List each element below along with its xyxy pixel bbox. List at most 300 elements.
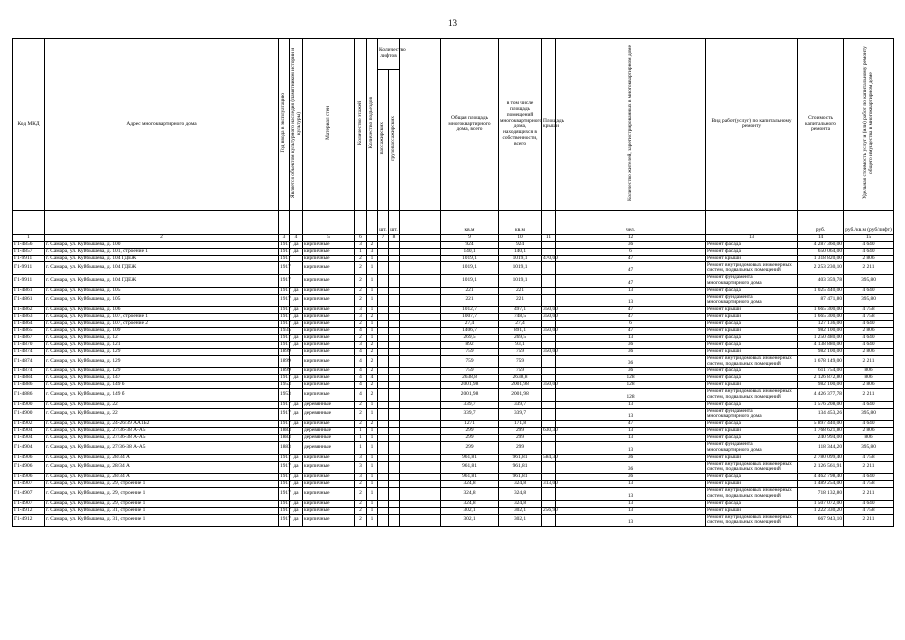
table-row	[13, 287, 894, 294]
cell-year: 1917	[280, 473, 291, 480]
cell-heritage: да	[290, 287, 303, 294]
cell-floors: 4	[355, 327, 367, 334]
table-row	[13, 375, 894, 382]
cell-unit: 2 211	[844, 461, 894, 474]
cell-walls: кирпичные	[303, 474, 355, 481]
cell-work: Ремонт фасада	[706, 368, 798, 375]
cell-area: 961,81	[441, 474, 499, 481]
cell-walls: кирпичные	[303, 375, 355, 382]
cell-lp	[389, 507, 400, 514]
cell-work: Ремонт фасада	[706, 375, 798, 382]
cell-work: Ремонт фасада	[706, 334, 798, 341]
cell-code: Г1-4904	[13, 442, 45, 455]
cell-floors: 2	[355, 262, 367, 275]
cell-cost: 87 471,80	[798, 294, 844, 307]
cell-roof	[542, 275, 556, 288]
cell-cost: 982 100,00	[798, 382, 844, 389]
cell-heritage: да	[290, 507, 303, 514]
cell-prem: 93,1	[499, 341, 542, 348]
cell-roof	[542, 248, 556, 255]
cell-address: г. Самара, ул. Куйбышева, д. 106	[45, 307, 279, 314]
cell-prem: 324,8	[499, 500, 542, 507]
cell-lf	[400, 408, 441, 421]
cell-unit: 2 211	[844, 355, 894, 368]
cell-year: 1917	[280, 247, 291, 254]
cell-walls: кирпичные	[303, 421, 355, 428]
cell-prem: 748,5	[499, 314, 542, 321]
cell-prem: 891,1	[499, 327, 542, 334]
cell-entr: 2	[367, 341, 378, 348]
cell-lp	[389, 454, 400, 461]
cell-unit: 4 640	[844, 421, 894, 428]
cell-unit: 2 806	[844, 327, 894, 334]
cell-unit: 4 758	[844, 307, 894, 314]
cell-lf	[400, 321, 441, 328]
cell-walls: кирпичные	[303, 341, 355, 348]
cell-address: г. Самара, ул. Куйбышева, д. 29, строение 1	[45, 500, 279, 507]
cell-area: 221	[441, 287, 499, 294]
table-body	[13, 241, 894, 527]
cell-year: 1917	[280, 320, 291, 327]
cell-heritage: да	[290, 461, 303, 474]
cell-address: г. Самара, ул. Куйбышева, д. 100	[45, 241, 279, 248]
cell-cost: 1 665 300,00	[798, 314, 844, 321]
cell-year: 1883	[279, 442, 290, 455]
cell-lf	[400, 382, 441, 389]
cell-area: 1271	[441, 421, 499, 428]
cell-unit: 4 640	[844, 334, 894, 341]
cell-res: 47	[556, 262, 706, 275]
cell-res: 13	[556, 435, 706, 442]
cell-lf	[400, 248, 441, 255]
cell-lf	[400, 327, 441, 334]
cell-unit: 4 640	[844, 341, 894, 348]
cell-code: Г1-4907	[13, 481, 45, 488]
cell-entr: 2	[367, 389, 378, 402]
cell-year: 1917	[279, 262, 290, 275]
cell-year: 1917	[280, 499, 291, 506]
cell-lf	[400, 314, 441, 321]
table-row	[13, 262, 894, 275]
cell-entr: 2	[367, 241, 378, 248]
cell-floors: 2	[355, 421, 367, 428]
cell-area: 324,8	[441, 488, 499, 501]
cell-cost: 1 025 440,00	[798, 287, 844, 294]
cell-code: Г1-4886	[13, 382, 45, 389]
header-lifts-freight: грузопассажирских	[390, 116, 397, 161]
cell-res: 128	[556, 382, 706, 389]
cell-lp	[389, 435, 400, 442]
cell-walls: кирпичные	[303, 368, 355, 375]
cell-walls: кирпичные	[303, 294, 355, 307]
cell-cost: 2 126 561,91	[798, 461, 844, 474]
cell-walls: кирпичные	[303, 355, 355, 368]
cell-res: 47	[556, 421, 706, 428]
cell-entr: 1	[367, 294, 378, 307]
cell-year: 1917	[280, 480, 291, 487]
cell-prem: 961,81	[499, 461, 542, 474]
cell-area: 892	[441, 341, 499, 348]
cell-prem: 1019,1	[499, 262, 542, 275]
cell-address: г. Самара, ул. Куйбышева, д. 31, строение 1	[45, 507, 279, 514]
cell-roof	[542, 401, 556, 408]
cell-work: Ремонт крыши	[706, 255, 798, 262]
cell-entr: 1	[367, 401, 378, 408]
cell-entr: 2	[367, 382, 378, 389]
table-row	[13, 355, 894, 368]
column-numbers-row: 1 2 3 4 5 6 7 8 9 10 11 12 13 14 15	[13, 234, 894, 241]
cell-lf	[400, 255, 441, 262]
cell-prem: 2638,8	[499, 375, 542, 382]
cell-code: Г1-4904	[13, 435, 45, 442]
header-roof-area: Площадь крыши	[542, 39, 556, 211]
cell-year: 1883	[280, 434, 291, 441]
table-row	[13, 327, 894, 334]
cell-code: Г1-4884	[13, 375, 45, 382]
cell-code: Г1-4865	[13, 327, 45, 334]
cell-roof	[542, 262, 556, 275]
cell-unit: 806	[844, 375, 894, 382]
table-row	[13, 334, 894, 341]
table-row	[13, 461, 894, 474]
cell-entr: 1	[367, 461, 378, 474]
cell-area: 339,7	[441, 401, 499, 408]
cell-year: 1917	[280, 506, 291, 513]
cell-lp	[389, 368, 400, 375]
cell-prem: 339,7	[499, 401, 542, 408]
cell-address: г. Самара, ул. Куйбышева, д. 129	[45, 355, 279, 368]
cell-year: 1917	[280, 374, 291, 381]
cell-unit: 4 640	[844, 248, 894, 255]
cell-area: 299	[441, 435, 499, 442]
cell-lf	[400, 401, 441, 408]
cell-year: 1917	[280, 420, 291, 427]
cell-area: 27,4	[441, 321, 499, 328]
cell-lf	[400, 241, 441, 248]
cell-heritage: да	[290, 408, 303, 421]
cell-lp	[389, 375, 400, 382]
header-unit-cost: Удельная стоимость услуг и (или) работ по капитальному ремонту общего имущества в многоквартирном доме	[861, 46, 874, 200]
cell-year: 1917	[280, 400, 291, 407]
cell-res: 36	[556, 355, 706, 368]
cell-unit: 4 758	[844, 454, 894, 461]
cell-heritage	[290, 382, 303, 389]
cell-cost: 1 222 330,20	[798, 507, 844, 514]
cell-res: 13	[556, 428, 706, 435]
cell-year: 1899	[280, 367, 291, 374]
table-row	[13, 442, 894, 455]
cell-lp	[389, 488, 400, 501]
cell-prem: 759	[499, 368, 542, 375]
cell-floors: 4	[355, 355, 367, 368]
cell-entr: 1	[367, 287, 378, 294]
cell-walls: кирпичные	[303, 334, 355, 341]
cell-entr: 2	[367, 368, 378, 375]
cell-unit: 4 640	[844, 500, 894, 507]
cell-work: Ремонт фасада	[706, 435, 798, 442]
cell-res: 36	[556, 461, 706, 474]
cell-area: 961,81	[441, 461, 499, 474]
cell-res: 6	[556, 321, 706, 328]
cell-entr: 1	[367, 307, 378, 314]
cell-res: 36	[556, 474, 706, 481]
cell-lp	[389, 287, 400, 294]
page-number: 13	[448, 18, 457, 28]
cell-res: 13	[556, 294, 706, 307]
cell-prem: 759	[499, 355, 542, 368]
cell-roof	[542, 514, 556, 527]
cell-area: 1019,1	[441, 262, 499, 275]
cell-prem: 924	[499, 241, 542, 248]
cell-heritage: да	[290, 474, 303, 481]
cell-res: 47	[556, 327, 706, 334]
cell-cost: 1 665 300,00	[798, 307, 844, 314]
cell-address: г. Самара, ул. Куйбышева, д. 31, строение 1	[45, 514, 279, 527]
cell-res: 47	[556, 275, 706, 288]
table-row	[13, 514, 894, 527]
cell-area: 1019,1	[441, 275, 499, 288]
cell-lp	[389, 474, 400, 481]
cell-walls: кирпичные	[303, 314, 355, 321]
cell-lp	[389, 442, 400, 455]
cell-heritage: да	[290, 488, 303, 501]
cell-heritage	[290, 435, 303, 442]
cell-roof	[542, 294, 556, 307]
header-address: Адрес многоквартирного дома	[45, 39, 279, 211]
cell-walls: кирпичные	[303, 241, 355, 248]
cell-prem: 269,5	[499, 334, 542, 341]
cell-lf	[400, 500, 441, 507]
cell-work: Ремонт фасада	[706, 248, 798, 255]
cell-code: Г1-4912	[13, 514, 45, 527]
cell-lf	[400, 389, 441, 402]
cell-area: 299	[441, 428, 499, 435]
cell-heritage: да	[290, 321, 303, 328]
header-lifts: Количество лифтов	[378, 39, 400, 70]
cell-work: Ремонт крыши	[706, 428, 798, 435]
cell-address: г. Самара, ул. Куйбышева, д. 28/34 А	[45, 454, 279, 461]
cell-code: Г1-4863	[13, 314, 45, 321]
cell-area: 2638,8	[441, 375, 499, 382]
cell-lp	[389, 327, 400, 334]
cell-prem: 1019,1	[499, 275, 542, 288]
cell-code: Г1-9911	[13, 255, 45, 262]
cell-address: г. Самара, ул. Куйбышева, д. 109	[45, 327, 279, 334]
cell-floors: 4	[355, 382, 367, 389]
cell-roof	[542, 287, 556, 294]
cell-lf	[400, 428, 441, 435]
cell-lp	[389, 461, 400, 474]
cell-walls: кирпичные	[303, 389, 355, 402]
cell-area: 2001,98	[441, 389, 499, 402]
cell-work: Ремонт фасада	[706, 287, 798, 294]
cell-area: 140,1	[441, 248, 499, 255]
cell-heritage: да	[290, 514, 303, 527]
cell-lf	[400, 355, 441, 368]
cell-prem: 324,8	[499, 488, 542, 501]
header-residents: Количество жителей, зарегистрированных в многоквартирном доме	[626, 45, 633, 201]
cell-cost: 403 359,78	[798, 275, 844, 288]
cell-roof: 313,00	[543, 480, 558, 487]
cell-area: 2001,98	[441, 382, 499, 389]
cell-lf	[400, 287, 441, 294]
cell-address: г. Самара, ул. Куйбышева, д. 104 ГДЕЖ	[45, 275, 279, 288]
cell-walls: кирпичные	[303, 248, 355, 255]
cell-address: г. Самара, ул. Куйбышева, д. 105	[45, 287, 279, 294]
cell-year: 1899	[280, 347, 291, 354]
cell-unit: 4 640	[844, 401, 894, 408]
cell-year: 1917	[280, 340, 291, 347]
cell-heritage	[290, 355, 303, 368]
cell-work: Ремонт крыши	[706, 348, 798, 355]
cell-unit: 395,80	[844, 294, 894, 307]
cell-lf	[400, 488, 441, 501]
cell-code: Г1-4900	[13, 401, 45, 408]
cell-lp	[389, 241, 400, 248]
cell-work: Ремонт крыши	[706, 481, 798, 488]
cell-work: Ремонт крыши	[706, 314, 798, 321]
cell-code: Г1-4900	[13, 408, 45, 421]
cell-entr: 1	[367, 514, 378, 527]
cell-year: 1953	[279, 389, 290, 402]
cell-unit: 4 640	[844, 321, 894, 328]
cell-area: 299	[441, 442, 499, 455]
cell-entr: 1	[367, 500, 378, 507]
cell-code: Г1-4862	[13, 307, 45, 314]
cell-cost: 982 100,00	[798, 327, 844, 334]
table-row	[13, 294, 894, 307]
cell-walls: кирпичные	[303, 454, 355, 461]
cell-area: 302,1	[441, 514, 499, 527]
cell-res: 13	[556, 500, 706, 507]
cell-code: Г1-4867	[13, 334, 45, 341]
cell-floors: 2	[355, 294, 367, 307]
cell-area: 759	[441, 368, 499, 375]
cell-floors: 3	[355, 314, 367, 321]
cell-address: г. Самара, ул. Куйбышева, д. 104 ГДЕЖ	[45, 262, 279, 275]
cell-cost: 134 453,26	[798, 408, 844, 421]
cell-floors: 2	[355, 401, 367, 408]
cell-heritage: да	[290, 341, 303, 348]
cell-walls: кирпичные	[303, 307, 355, 314]
table-row	[13, 435, 894, 442]
cell-unit: 2 211	[844, 262, 894, 275]
cell-res: 47	[556, 307, 706, 314]
cell-res: 13	[556, 481, 706, 488]
cell-cost: 611 754,00	[798, 368, 844, 375]
cell-cost: 1 768 621,80	[798, 428, 844, 435]
cell-walls: кирпичные	[303, 461, 355, 474]
table-row	[13, 408, 894, 421]
cell-prem: 221	[499, 287, 542, 294]
cell-unit: 2 806	[844, 428, 894, 435]
cell-code: Г1-4904	[13, 428, 45, 435]
cell-floors: 1	[355, 248, 367, 255]
cell-cost: 4 426 377,78	[798, 389, 844, 402]
table-row	[13, 255, 894, 262]
cell-entr: 4	[367, 375, 378, 382]
cell-walls: деревянные	[303, 428, 355, 435]
cell-address: г. Самара, ул. Куйбышева, д. 22	[45, 408, 279, 421]
cell-area: 269,5	[441, 334, 499, 341]
cell-area: 324,8	[441, 500, 499, 507]
cell-lf	[400, 307, 441, 314]
cell-lf	[400, 348, 441, 355]
cell-roof	[542, 435, 556, 442]
units-row: шт. шт. кв.м кв.м чел. руб. руб./кв.м (руб/лифт)	[13, 210, 894, 234]
cell-lp	[389, 294, 400, 307]
cell-address: г. Самара, ул. Куйбышева, д. 129	[45, 368, 279, 375]
cell-entr: 2	[367, 421, 378, 428]
cell-unit: 4 640	[844, 474, 894, 481]
cell-heritage: да	[290, 314, 303, 321]
table-row	[13, 507, 894, 514]
cell-walls: кирпичные	[303, 262, 355, 275]
cell-walls: кирпичные	[303, 481, 355, 488]
cell-lp	[389, 348, 400, 355]
cell-lf	[400, 507, 441, 514]
cell-area: 1019,1	[441, 255, 499, 262]
cell-floors: 2	[355, 334, 367, 341]
cell-year: 1917	[280, 333, 291, 340]
cell-lp	[389, 248, 400, 255]
cell-cost: 718 132,80	[798, 488, 844, 501]
cell-code: Г1-4902	[13, 421, 45, 428]
cell-prem: 171,8	[499, 421, 542, 428]
cell-address: г. Самара, ул. Куйбышева, д. 22	[45, 401, 279, 408]
cell-prem: 961,81	[499, 454, 542, 461]
cell-walls: деревянные	[303, 408, 355, 421]
cell-roof: 350,00	[543, 326, 558, 333]
cell-roof	[542, 334, 556, 341]
cell-lf	[400, 294, 441, 307]
cell-walls: кирпичные	[303, 500, 355, 507]
cell-work: Ремонт внутридомовых инженерных систем, подвальных помещений	[706, 488, 798, 501]
cell-work: Ремонт крыши	[706, 507, 798, 514]
cell-res: 13	[556, 401, 706, 408]
cell-area: 221	[441, 294, 499, 307]
cell-code: Г1-4864	[13, 321, 45, 328]
cell-address: г. Самара, ул. Куйбышева, д. 12	[45, 334, 279, 341]
cell-code: Г1-4906	[13, 474, 45, 481]
cell-year: 1935	[280, 326, 291, 333]
cell-walls: деревянные	[303, 435, 355, 442]
cell-cost: 1 678 149,00	[798, 355, 844, 368]
cell-lf	[400, 421, 441, 428]
cell-code: Г1-4870	[13, 341, 45, 348]
cell-roof	[542, 488, 556, 501]
cell-lp	[389, 481, 400, 488]
cell-walls: деревянные	[303, 442, 355, 455]
cell-address: г. Самара, ул. Куйбышева, д. 121	[45, 341, 279, 348]
cell-walls: кирпичные	[303, 275, 355, 288]
table-row	[13, 275, 894, 288]
cell-address: г. Самара, ул. Куйбышева, д. 29, строение 1	[45, 488, 279, 501]
cell-walls: кирпичные	[303, 255, 355, 262]
cell-lf	[400, 514, 441, 527]
cell-res: 13	[556, 442, 706, 455]
cell-year: 1917	[280, 313, 291, 320]
cell-unit: 2 211	[844, 514, 894, 527]
cell-entr: 1	[367, 488, 378, 501]
cell-prem: 1019,1	[499, 255, 542, 262]
cell-code: Г1-4874	[13, 348, 45, 355]
cell-code: Г1-4907	[13, 500, 45, 507]
cell-lf	[400, 435, 441, 442]
cell-walls: деревянные	[303, 401, 355, 408]
cell-res: 13	[556, 514, 706, 527]
cell-work: Ремонт крыши	[706, 307, 798, 314]
